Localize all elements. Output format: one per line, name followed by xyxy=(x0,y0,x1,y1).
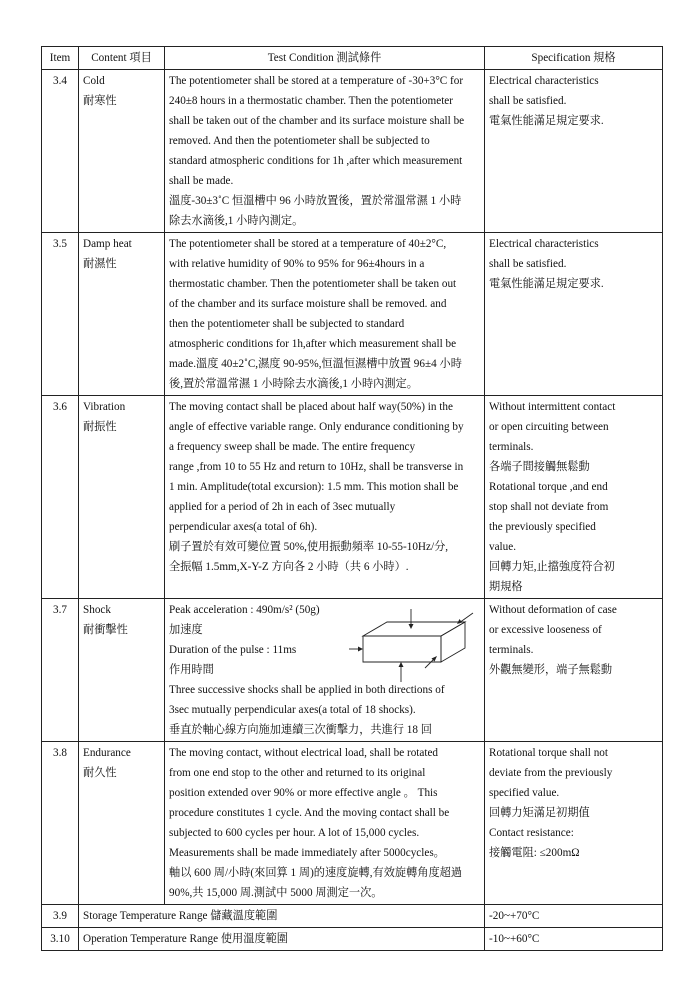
condition-line: angle of effective variable range. Only endurance conditioning by xyxy=(169,421,464,433)
condition-line: made.溫度 40±2˚C,濕度 90-95%,恒溫恒濕槽中放置 96±4 小時 xyxy=(169,358,462,370)
spec-line: Rotational torque ,and end xyxy=(489,481,608,493)
condition-line: 溫度-30±3˚C 恒溫槽中 96 小時放置後，置於常溫常濕 1 小時 xyxy=(169,195,462,207)
spec-line: Electrical characteristics xyxy=(489,75,599,87)
arrow-bottom-head xyxy=(399,662,404,667)
spec-line: 回轉力矩滿足初期值 xyxy=(489,807,590,819)
shock-condition xyxy=(169,600,480,740)
spec-line: or excessive looseness of xyxy=(489,624,602,636)
item-number: 3.9 xyxy=(42,905,79,928)
spec-line: Without deformation of case xyxy=(489,604,617,616)
item-number: 3.5 xyxy=(42,233,79,396)
spec-cell xyxy=(485,233,663,396)
condition-cell xyxy=(165,396,485,599)
table-row xyxy=(42,233,663,396)
content-zh: 耐振性 xyxy=(83,421,117,433)
spec-line: 電氣性能滿足規定要求. xyxy=(489,278,604,290)
content-cell xyxy=(79,70,165,233)
spec-line: or open circuiting between xyxy=(489,421,609,433)
condition-line: 3sec mutually perpendicular axes(a total of 18 shocks). xyxy=(169,704,416,716)
condition-line: standard atmospheric conditions for 1h ,after which measurement xyxy=(169,155,463,167)
condition-cell xyxy=(165,599,485,742)
table-row xyxy=(42,928,663,951)
spec-line: value. xyxy=(489,541,517,553)
condition-line: with relative humidity of 90% to 95% for 96±4hours in a xyxy=(169,258,425,270)
item-number: 3.8 xyxy=(42,742,79,905)
condition-line: 後,置於常溫常濕 1 小時除去水滴後,1 小時內測定。 xyxy=(169,378,418,390)
spec-line: 電氣性能滿足規定要求. xyxy=(489,115,604,127)
spec-line: 回轉力矩,止擋強度符合初 xyxy=(489,561,615,573)
condition-line: 作用時間 xyxy=(169,664,214,676)
spec-line: terminals. xyxy=(489,644,534,656)
content-en: Damp heat xyxy=(83,238,132,250)
spec-line: Without intermittent contact xyxy=(489,401,616,413)
condition-line: The moving contact, without electrical load, shall be rotated xyxy=(169,747,439,759)
header-condition: Test Condition 測試條件 xyxy=(165,47,485,70)
condition-line: 90%,共 15,000 周.測試中 5000 周測定一次。 xyxy=(169,887,383,899)
content-en: Endurance xyxy=(83,747,131,759)
condition-line: Peak acceleration : 490m/s² (50g) xyxy=(169,604,320,616)
condition-line: shall be taken out of the chamber and its surface moisture shall be xyxy=(169,115,465,127)
spec-line: Contact resistance: xyxy=(489,827,574,839)
condition-line: 除去水滴後,1 小時內測定。 xyxy=(169,215,304,227)
range-label: Storage Temperature Range 儲藏溫度範圍 xyxy=(79,905,485,928)
content-cell xyxy=(79,599,165,742)
range-value: -20~+70°C xyxy=(485,905,663,928)
content-en: Vibration xyxy=(83,401,126,413)
condition-line: 全振幅 1.5mm,X-Y-Z 方向各 2 小時（共 6 小時）. xyxy=(169,561,409,573)
condition-line: then the potentiometer shall be subjected to standard xyxy=(169,318,405,330)
condition-line: Three successive shocks shall be applied in both directions of xyxy=(169,684,445,696)
condition-line: perpendicular axes(a total of 6h). xyxy=(169,521,318,533)
spec-line: Electrical characteristics xyxy=(489,238,599,250)
condition-line: of the chamber and its surface moisture shall be removed. and xyxy=(169,298,447,310)
content-cell xyxy=(79,233,165,396)
condition-line: 垂直於軸心線方向施加連續三次衝擊力，共進行 18 回 xyxy=(169,724,432,736)
item-number: 3.6 xyxy=(42,396,79,599)
content-en: Shock xyxy=(83,604,111,616)
content-zh: 耐寒性 xyxy=(83,95,117,107)
table-row xyxy=(42,742,663,905)
content-zh: 耐衝擊性 xyxy=(83,624,128,636)
spec-cell xyxy=(485,742,663,905)
spec-cell xyxy=(485,396,663,599)
table-row xyxy=(42,396,663,599)
condition-line: atmospheric conditions for 1h,after which measurement shall be xyxy=(169,338,457,350)
spec-line: 接觸電阻: ≤200mΩ xyxy=(489,847,580,859)
content-en: Cold xyxy=(83,75,105,87)
condition-cell xyxy=(165,70,485,233)
item-number: 3.10 xyxy=(42,928,79,951)
spec-line: Rotational torque shall not xyxy=(489,747,609,759)
content-zh: 耐濕性 xyxy=(83,258,117,270)
condition-cell xyxy=(165,742,485,905)
block-front-face xyxy=(363,636,441,662)
content-cell xyxy=(79,396,165,599)
spec-line: specified value. xyxy=(489,787,560,799)
condition-cell xyxy=(165,233,485,396)
condition-line: 軸以 600 周/小時(來回算 1 周)的速度旋轉,有效旋轉角度超過 xyxy=(169,867,463,879)
condition-line: The potentiometer shall be stored at a temperature of 40±2°C, xyxy=(169,238,447,250)
condition-line: 1 min. Amplitude(total excursion): 1.5 mm. This motion shall be xyxy=(169,481,459,493)
condition-line: applied for a period of 2h in each of 3sec mutually xyxy=(169,501,396,513)
spec-line: 外觀無變形，端子無鬆動 xyxy=(489,664,613,676)
arrow-left-head xyxy=(358,647,363,652)
condition-line: 240±8 hours in a thermostatic chamber. Then the potentiometer xyxy=(169,95,453,107)
condition-line: shall be made. xyxy=(169,175,234,187)
block-top-face xyxy=(363,622,465,636)
spec-line: shall be satisfied. xyxy=(489,258,567,270)
condition-line: Measurements shall be made immediately after 5000cycles。 xyxy=(169,847,445,859)
item-number: 3.7 xyxy=(42,599,79,742)
header-item: Item xyxy=(42,47,79,70)
table-row xyxy=(42,905,663,928)
item-number: 3.4 xyxy=(42,70,79,233)
condition-line: 加速度 xyxy=(169,624,203,636)
condition-line: position extended over 90% or more effective angle 。 This xyxy=(169,787,438,799)
condition-line: Duration of the pulse : 11ms xyxy=(169,644,297,656)
header-spec: Specification 規格 xyxy=(485,47,663,70)
spec-cell xyxy=(485,70,663,233)
spec-line: 期規格 xyxy=(489,581,523,593)
spec-line: the previously specified xyxy=(489,521,596,533)
spec-line: stop shall not deviate from xyxy=(489,501,609,513)
condition-line: range ,from 10 to 55 Hz and return to 10Hz, shall be transverse in xyxy=(169,461,464,473)
condition-line: 刷子置於有效可變位置 50%,使用振動頻率 10-55-10Hz/分, xyxy=(169,541,449,553)
condition-line: subjected to 600 cycles per hour. A lot of 15,000 cycles. xyxy=(169,827,420,839)
condition-line: procedure constitutes 1 cycle. And the moving contact shall be xyxy=(169,807,450,819)
condition-line: removed. And then the potentiometer shall be subjected to xyxy=(169,135,430,147)
spec-line: 各端子間接觸無鬆動 xyxy=(489,461,590,473)
condition-line: from one end stop to the other and returned to its original xyxy=(169,767,426,779)
arrow-diag-right-head xyxy=(457,619,462,624)
content-cell xyxy=(79,742,165,905)
table-row xyxy=(42,599,663,742)
header-content: Content 項目 xyxy=(79,47,165,70)
spec-line: terminals. xyxy=(489,441,534,453)
condition-line: The moving contact shall be placed about half way(50%) in the xyxy=(169,401,453,413)
shock-axes-diagram xyxy=(349,608,479,683)
spec-cell xyxy=(485,599,663,742)
content-zh: 耐久性 xyxy=(83,767,117,779)
table-row xyxy=(42,70,663,233)
spec-page xyxy=(41,46,662,951)
spec-line: deviate from the previously xyxy=(489,767,613,779)
range-label: Operation Temperature Range 使用溫度範圍 xyxy=(79,928,485,951)
condition-line: The potentiometer shall be stored at a temperature of -30+3°C for xyxy=(169,75,464,87)
table-header-row xyxy=(42,47,663,70)
condition-line: thermostatic chamber. Then the potentiometer shall be taken out xyxy=(169,278,457,290)
arrow-top-head xyxy=(409,624,414,629)
condition-line: a frequency sweep shall be made. The entire frequency xyxy=(169,441,416,453)
block-side-face xyxy=(441,622,465,662)
spec-line: shall be satisfied. xyxy=(489,95,567,107)
spec-table xyxy=(41,46,663,951)
range-value: -10~+60°C xyxy=(485,928,663,951)
